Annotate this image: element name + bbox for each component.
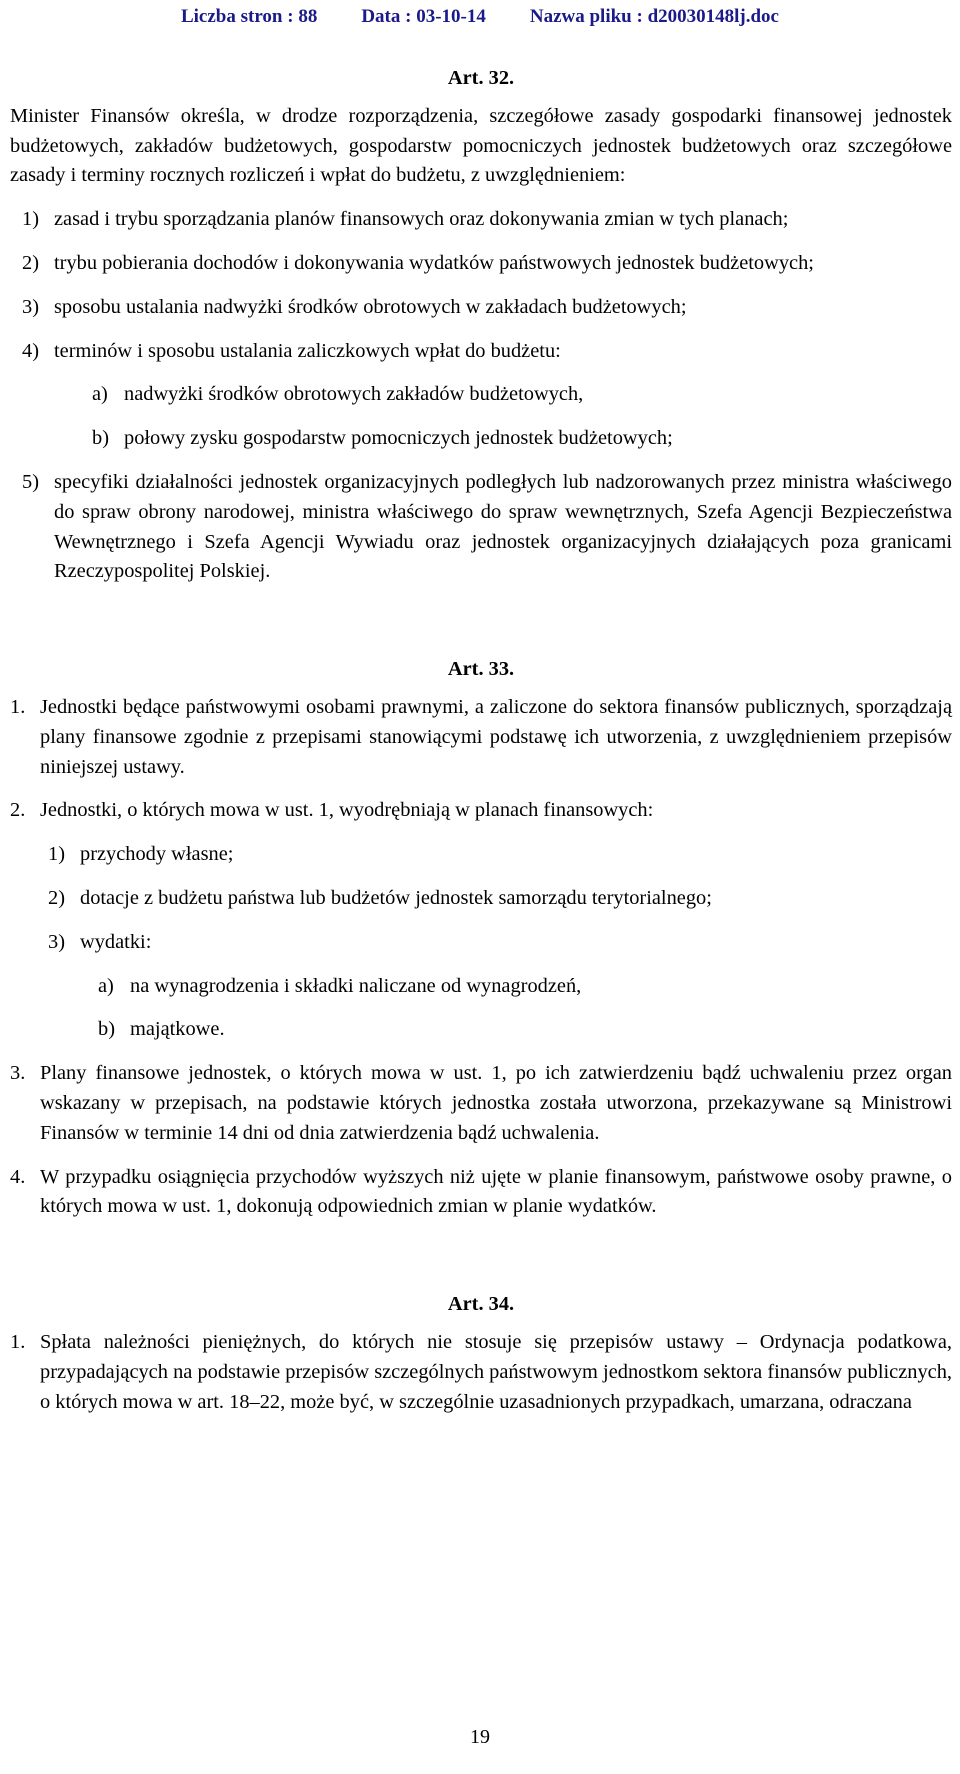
item-number: 2)	[22, 251, 39, 274]
article-title: Art. 34.	[447, 1293, 515, 1316]
item-text: sposobu ustalania nadwyżki środków obrotowych w zakładach budżetowych;	[54, 295, 687, 318]
item-text: majątkowe.	[130, 1018, 225, 1041]
item-text: zasad i trybu sporządzania planów finansowych oraz dokonywania zmian w tych planach;	[54, 208, 789, 231]
item-text: specyfiki działalności jednostek organizacyjnych podległych lub nadzorowanych przez ministra właściwego do spraw obrony narodowej, ministra właściwego do spraw wewnętrznych, Szefa Agencji Bezpieczeństwa Wewnętrznego i Szefa Agencji Wywiadu oraz jednostek organizacyjnych działających poza granicami Rzeczypospolitej Polskiej.	[54, 470, 952, 583]
article-intro: Minister Finansów określa, w drodze rozporządzenia, szczegółowe zasady gospodarki finansowej jednostek budżetowych, zakładów budżetowych, gospodarstw pomocniczych jednostek budżetowych oraz szczegółowe zasady i terminy rocznych rozliczeń i wpłat do budżetu, z uwzględnieniem:	[10, 104, 952, 187]
item-text: trybu pobierania dochodów i dokonywania wydatków państwowych jednostek budżetowych;	[54, 251, 814, 274]
item-letter: b)	[92, 427, 109, 450]
list-item	[22, 249, 952, 279]
paragraph-number: 2.	[10, 799, 26, 822]
item-number: 1)	[22, 208, 39, 231]
item-letter: a)	[92, 383, 108, 406]
item-number: 5)	[22, 470, 39, 493]
file-name: Nazwa pliku : d20030148lj.doc	[529, 6, 779, 27]
item-text: terminów i sposobu ustalania zaliczkowych wpłat do budżetu:	[54, 339, 561, 362]
article-title: Art. 33.	[447, 658, 515, 681]
paragraph	[10, 796, 952, 826]
paragraph-number: 4.	[10, 1165, 26, 1188]
item-text: nadwyżki środków obrotowych zakładów budżetowych,	[124, 383, 584, 406]
paragraph-text: W przypadku osiągnięcia przychodów wyższych niż ujęte w planie finansowym, państwowe osoby prawne, o których mowa w ust. 1, dokonują odpowiednich zmian w planie wydatków.	[40, 1165, 952, 1218]
item-letter: a)	[98, 974, 114, 997]
list-item	[22, 205, 952, 235]
item-text: na wynagrodzenia i składki naliczane od wynagrodzeń,	[130, 974, 582, 997]
paragraph-number: 1.	[10, 695, 26, 718]
item-text: przychody własne;	[80, 843, 234, 866]
sub-list-item	[98, 1015, 952, 1045]
list-item	[48, 928, 952, 958]
paragraph-number: 1.	[10, 1330, 26, 1353]
list-item	[22, 293, 952, 323]
item-text: wydatki:	[80, 930, 152, 953]
item-number: 1)	[48, 843, 65, 866]
sub-list-item	[98, 972, 952, 1002]
item-text: połowy zysku gospodarstw pomocniczych jednostek budżetowych;	[124, 427, 673, 450]
list-item	[22, 337, 952, 367]
document-date: Data : 03-10-14	[361, 6, 486, 27]
paragraph	[10, 1328, 952, 1417]
list-item	[48, 884, 952, 914]
paragraph	[10, 1163, 952, 1223]
paragraph	[10, 693, 952, 782]
item-number: 3)	[22, 295, 39, 318]
paragraph	[10, 1059, 952, 1148]
paragraph-text: Plany finansowe jednostek, o których mowa w ust. 1, po ich zatwierdzeniu bądź uchwaleniu przez organ wskazany w przepisach, na podstawie których jednostka została utworzona, przekazywane są Ministrowi Finansów w terminie 14 dni od dnia zatwierdzenia bądź uchwalenia.	[40, 1062, 952, 1144]
paragraph-text: Jednostki będące państwowymi osobami prawnymi, a zaliczone do sektora finansów publicznych, sporządzają plany finansowe zgodnie z przepisami stanowiącymi podstawę ich utworzenia, z uwzględnieniem przepisów niniejszej ustawy.	[40, 695, 952, 778]
page-count: Liczba stron : 88	[180, 6, 318, 27]
item-text: dotacje z budżetu państwa lub budżetów jednostek samorządu terytorialnego;	[80, 886, 712, 909]
paragraph-text: Spłata należności pieniężnych, do których nie stosuje się przepisów ustawy – Ordynacja podatkowa, przypadających na podstawie przepisów szczególnych państwowym jednostkom sektora finansów publicznych, o których mowa w art. 18–22, może być, w szczególnie uzasadnionych przypadkach, umarzana, odraczana	[40, 1330, 952, 1413]
paragraph-text: Jednostki, o których mowa w ust. 1, wyodrębniają w planach finansowych:	[40, 799, 654, 822]
item-number: 2)	[48, 886, 65, 909]
list-item	[48, 840, 952, 870]
sub-list-item	[92, 424, 952, 454]
document-header	[0, 0, 960, 34]
item-number: 4)	[22, 339, 39, 362]
item-number: 3)	[48, 930, 65, 953]
list-item	[22, 468, 952, 587]
sub-list-item	[92, 380, 952, 410]
paragraph-number: 3.	[10, 1062, 26, 1085]
article-title: Art. 32.	[447, 67, 515, 89]
document-body	[10, 64, 952, 1431]
page-number: 19	[470, 1726, 490, 1748]
item-letter: b)	[98, 1018, 115, 1041]
